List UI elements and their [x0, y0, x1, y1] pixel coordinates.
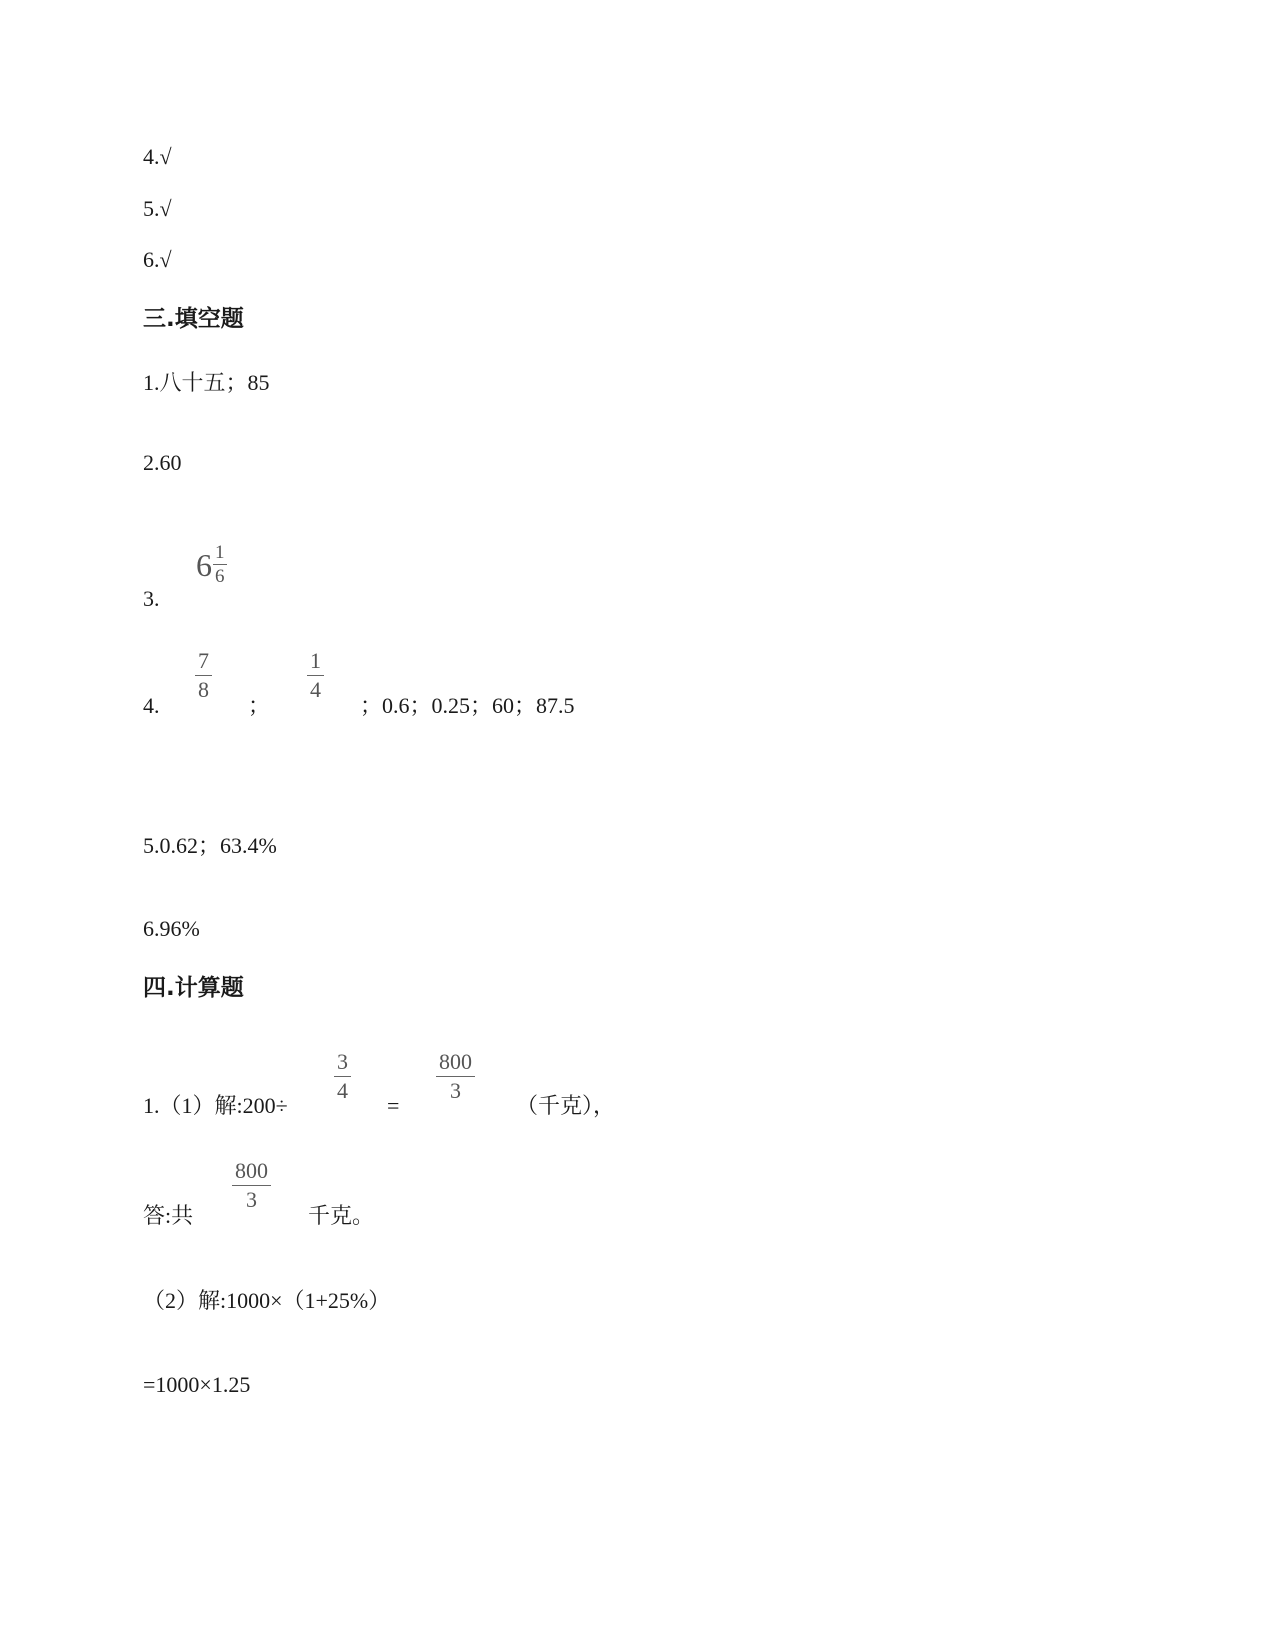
- fraction-denominator: 3: [450, 1078, 461, 1103]
- calc-answer-1-prefix: 1.（1）解:200÷: [143, 1093, 288, 1118]
- fill-answer-4-fraction-1: [195, 650, 212, 701]
- judgement-answer-4: 4.√: [143, 144, 172, 169]
- calc-answer-1-conclusion-fraction: [232, 1160, 271, 1211]
- fraction-denominator: 8: [198, 677, 209, 702]
- fraction-numerator: 1: [215, 542, 225, 563]
- fraction-numerator: 1: [310, 648, 321, 673]
- fill-section-heading: 三.填空题: [143, 306, 244, 332]
- calc-answer-1-unit: （千克），: [516, 1093, 616, 1118]
- calc-answer-1-fraction-1: [334, 1051, 351, 1102]
- calc-answer-1-conclusion-prefix: 答:共: [143, 1203, 194, 1228]
- calc-answer-1-fraction-2: [436, 1051, 475, 1102]
- fraction-numerator: 7: [198, 648, 209, 673]
- calc-answer-1-equals: =: [387, 1093, 400, 1118]
- mixed-whole: 6: [196, 546, 212, 583]
- fill-answer-3-mixed-number: [196, 543, 227, 586]
- fraction-numerator: 800: [439, 1049, 472, 1074]
- fill-answer-4-fraction-2: [307, 650, 324, 701]
- calc-answer-1-conclusion-suffix: 千克。: [308, 1203, 375, 1228]
- fill-answer-3-label: 3.: [143, 586, 160, 611]
- fill-answer-4-label: 4.: [143, 693, 160, 718]
- calc-answer-2-line-2: =1000×1.25: [143, 1372, 251, 1397]
- fill-answer-6: 6.96%: [143, 916, 200, 941]
- fraction-numerator: 800: [235, 1158, 268, 1183]
- mixed-fraction: [213, 543, 227, 586]
- calc-section-heading: 四.计算题: [143, 975, 244, 1001]
- fill-answer-1: 1.八十五；85: [143, 370, 270, 395]
- fraction-denominator: 3: [246, 1187, 257, 1212]
- judgement-answer-5: 5.√: [143, 196, 172, 221]
- fraction-denominator: 6: [215, 566, 225, 587]
- judgement-answer-6: 6.√: [143, 247, 172, 272]
- fill-answer-2: 2.60: [143, 450, 182, 475]
- fill-answer-5: 5.0.62；63.4%: [143, 833, 277, 858]
- fill-answer-4-values: ；0.6；0.25；60；87.5: [360, 693, 575, 718]
- fraction-denominator: 4: [310, 677, 321, 702]
- fraction-denominator: 4: [337, 1078, 348, 1103]
- fraction-numerator: 3: [337, 1049, 348, 1074]
- calc-answer-2-line-1: （2）解:1000×（1+25%）: [143, 1288, 391, 1313]
- fill-answer-4-separator: ；: [248, 693, 271, 718]
